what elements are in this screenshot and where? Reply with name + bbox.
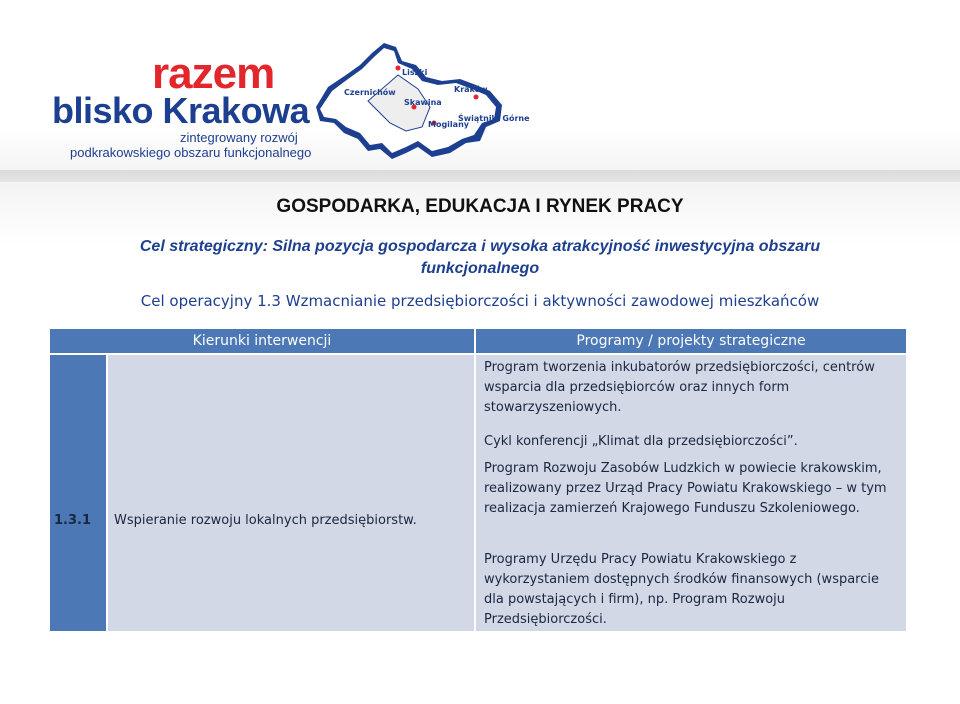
operational-goal: Cel operacyjny 1.3 Wzmacnianie przedsiębiorczości i aktywności zawodowej mieszkańców [140, 292, 820, 310]
logo-blisko-krakowa: blisko Krakowa [52, 90, 310, 131]
strategic-goal: Cel strategiczny: Silna pozycja gospodarcza i wysoka atrakcyjność inwestycyjna obszaru funkcjonalnego [139, 238, 821, 277]
region-map-icon [310, 35, 530, 175]
program-text: Cykl konferencji „Klimat dla przedsiębiorczości”. [484, 434, 798, 449]
map-label-skawina: Skawina [404, 98, 442, 107]
logo [52, 49, 312, 172]
direction-text: Wspieranie rozwoju lokalnych przedsiębiorstw. [114, 513, 417, 528]
code-cell [50, 355, 106, 631]
header-programs: Programy / projekty strategiczne [476, 329, 906, 353]
program-item [476, 355, 906, 427]
program-text: Program Rozwoju Zasobów Ludzkich w powiecie krakowskim, realizowany przez Urząd Pracy Powiatu Krakowskiego – w tym realizacja zamierzeń Krajowego Funduszu Szkoleniowego. [484, 461, 887, 516]
logo-subtitle-1: zintegrowany rozwój [180, 130, 298, 145]
page-title: GOSPODARKA, EDUKACJA I RYNEK PRACY [276, 196, 684, 217]
map-marker-liszki [396, 66, 401, 71]
program-text: Programy Urzędu Pracy Powiatu Krakowskiego z wykorzystaniem dostępnych środków finansowych (wsparcie dla powstających i firm), np. Program Rozwoju Przedsiębiorczości. [484, 552, 880, 627]
interventions-table [50, 329, 906, 631]
direction-cell [108, 355, 474, 631]
program-item [476, 547, 906, 631]
map-label-mogilany: Mogilany [428, 120, 469, 129]
map-label-liszki: Liszki [402, 68, 428, 77]
program-text: Program tworzenia inkubatorów przedsiębiorczości, centrów wsparcia dla przedsiębiorców oraz innych form stowarzyszeniowych. [484, 360, 875, 415]
logo-subtitle-2: podkrakowskiego obszaru funkcjonalnego [70, 145, 312, 160]
map-marker-krakow [474, 95, 479, 100]
direction-code: 1.3.1 [54, 513, 92, 528]
programs-column [476, 355, 906, 631]
header-directions: Kierunki interwencji [50, 329, 474, 353]
logo-razem: razem [152, 49, 275, 98]
program-item [476, 455, 906, 547]
map-label-czernichow: Czernichów [344, 88, 396, 97]
map-label-swiatniki: Świątniki Górne [458, 114, 530, 123]
map-label-krakow: Kraków [454, 85, 488, 94]
program-item [476, 427, 906, 455]
